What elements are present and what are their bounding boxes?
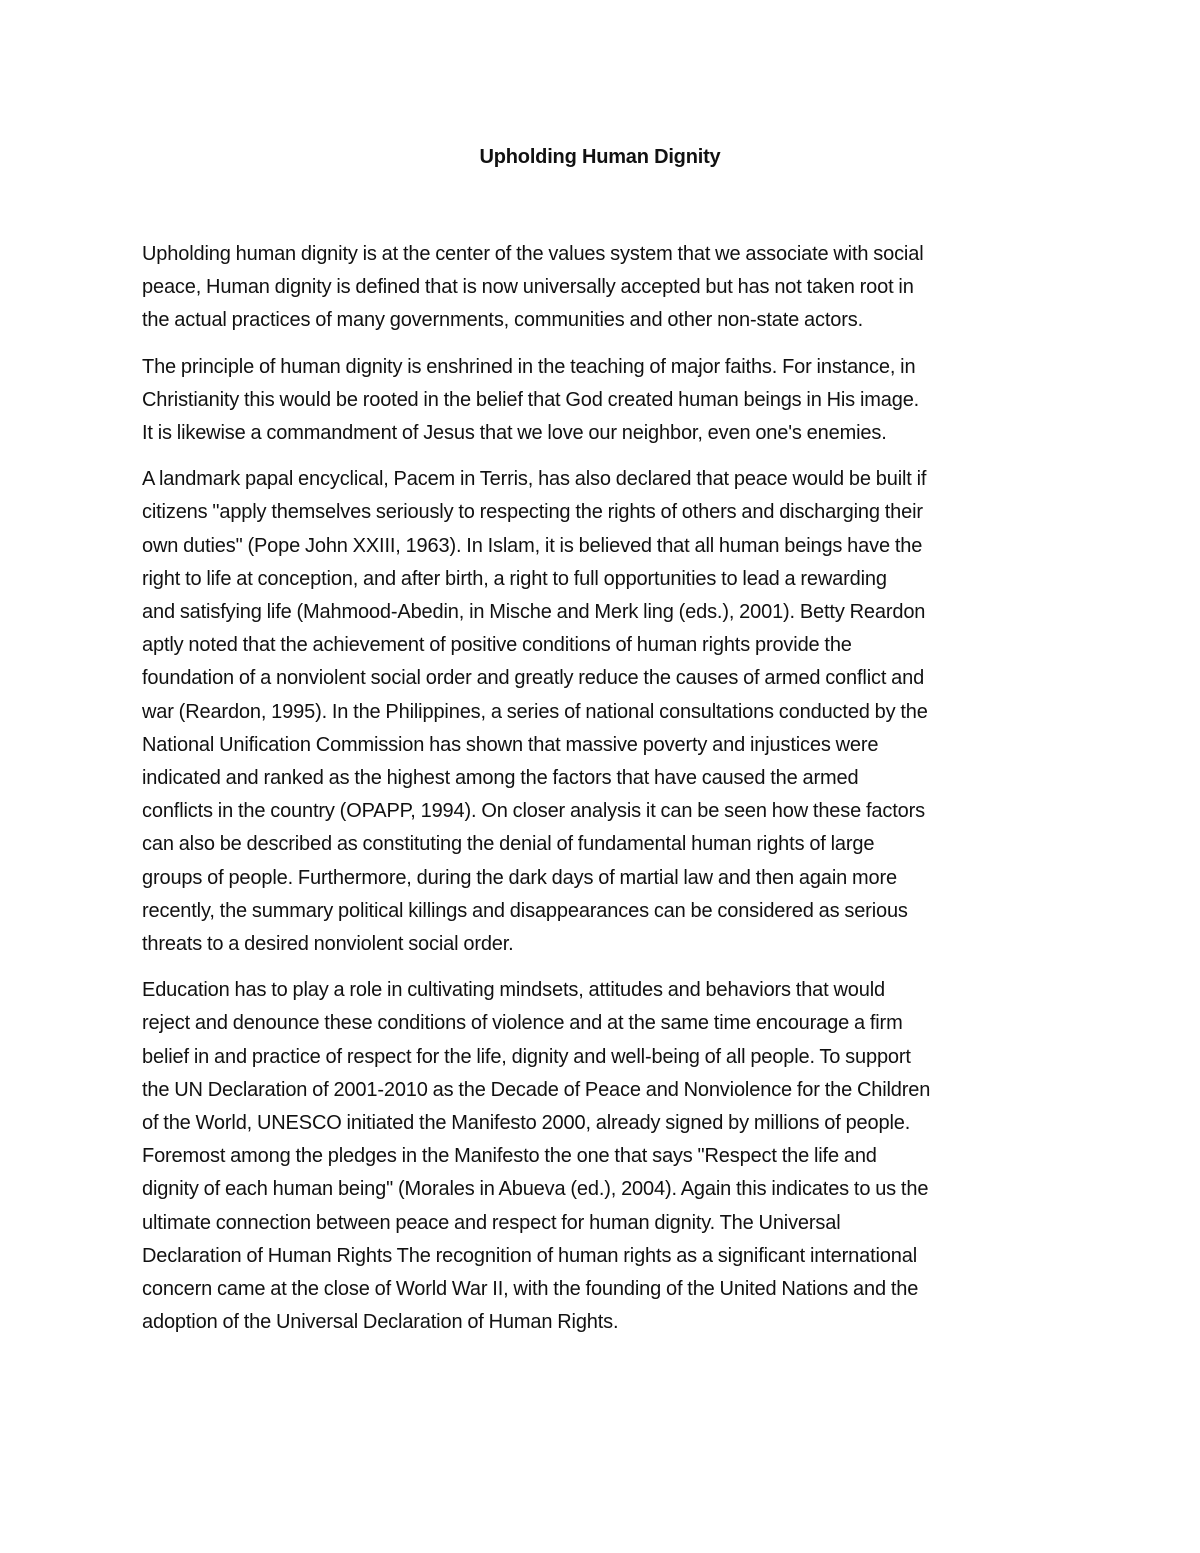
text-line: of the World, UNESCO initiated the Manifesto 2000, already signed by millions of people. bbox=[142, 1112, 911, 1135]
text-line: war (Reardon, 1995). In the Philippines, a series of national consultations conducted by the bbox=[142, 700, 928, 723]
text-line: Education has to play a role in cultivating mindsets, attitudes and behaviors that would bbox=[142, 979, 885, 1002]
text-line: Foremost among the pledges in the Manifesto the one that says "Respect the life and bbox=[142, 1145, 877, 1168]
text-line: concern came at the close of World War II, with the founding of the United Nations and the bbox=[142, 1278, 919, 1301]
paragraph-2 bbox=[142, 351, 1067, 451]
text-line: A landmark papal encyclical, Pacem in Terris, has also declared that peace would be built if bbox=[142, 468, 927, 491]
text-line: adoption of the Universal Declaration of Human Rights. bbox=[142, 1311, 619, 1334]
text-line: threats to a desired nonviolent social order. bbox=[142, 933, 514, 956]
text-line: It is likewise a commandment of Jesus that we love our neighbor, even one's enemies. bbox=[142, 422, 887, 445]
text-line: peace, Human dignity is defined that is now universally accepted but has not taken root in bbox=[142, 276, 914, 299]
text-line: reject and denounce these conditions of violence and at the same time encourage a firm bbox=[142, 1012, 903, 1035]
document-body bbox=[142, 238, 1067, 1353]
text-line: Christianity this would be rooted in the belief that God created human beings in His image. bbox=[142, 388, 920, 411]
text-line: aptly noted that the achievement of positive conditions of human rights provide the bbox=[142, 634, 852, 657]
text-line: foundation of a nonviolent social order and greatly reduce the causes of armed conflict and bbox=[142, 667, 925, 690]
text-line: right to life at conception, and after birth, a right to full opportunities to lead a rewarding bbox=[142, 567, 887, 590]
text-line: dignity of each human being" (Morales in Abueva (ed.), 2004). Again this indicates to us the bbox=[142, 1178, 929, 1201]
text-line: citizens "apply themselves seriously to respecting the rights of others and discharging their bbox=[142, 501, 923, 524]
text-line: Upholding human dignity is at the center of the values system that we associate with social bbox=[142, 243, 924, 265]
text-line: The principle of human dignity is enshrined in the teaching of major faiths. For instance, in bbox=[142, 355, 916, 378]
text-line: Declaration of Human Rights The recognition of human rights as a significant international bbox=[142, 1244, 918, 1267]
text-line: the UN Declaration of 2001-2010 as the Decade of Peace and Nonviolence for the Children bbox=[142, 1078, 931, 1101]
text-line: belief in and practice of respect for the life, dignity and well-being of all people. To support bbox=[142, 1045, 911, 1068]
text-line: indicated and ranked as the highest among the factors that have caused the armed bbox=[142, 767, 859, 790]
text-line: recently, the summary political killings and disappearances can be considered as serious bbox=[142, 899, 908, 922]
text-line: groups of people. Furthermore, during the dark days of martial law and then again more bbox=[142, 866, 897, 889]
paragraph-3 bbox=[142, 463, 1067, 961]
text-line: own duties" (Pope John XXIII, 1963). In Islam, it is believed that all human beings have the bbox=[142, 534, 923, 557]
document-title: Upholding Human Dignity bbox=[479, 146, 721, 168]
text-line: National Unification Commission has shown that massive poverty and injustices were bbox=[142, 733, 879, 756]
text-line: conflicts in the country (OPAPP, 1994). On closer analysis it can be seen how these factors bbox=[142, 800, 925, 823]
paragraph-1 bbox=[142, 238, 1067, 338]
text-line: and satisfying life (Mahmood-Abedin, in Mische and Merk ling (eds.), 2001). Betty Reardon bbox=[142, 601, 926, 624]
text-line: ultimate connection between peace and respect for human dignity. The Universal bbox=[142, 1211, 841, 1234]
paragraph-4 bbox=[142, 974, 1067, 1339]
text-line: the actual practices of many governments, communities and other non-state actors. bbox=[142, 309, 863, 332]
text-line: can also be described as constituting the denial of fundamental human rights of large bbox=[142, 833, 875, 856]
